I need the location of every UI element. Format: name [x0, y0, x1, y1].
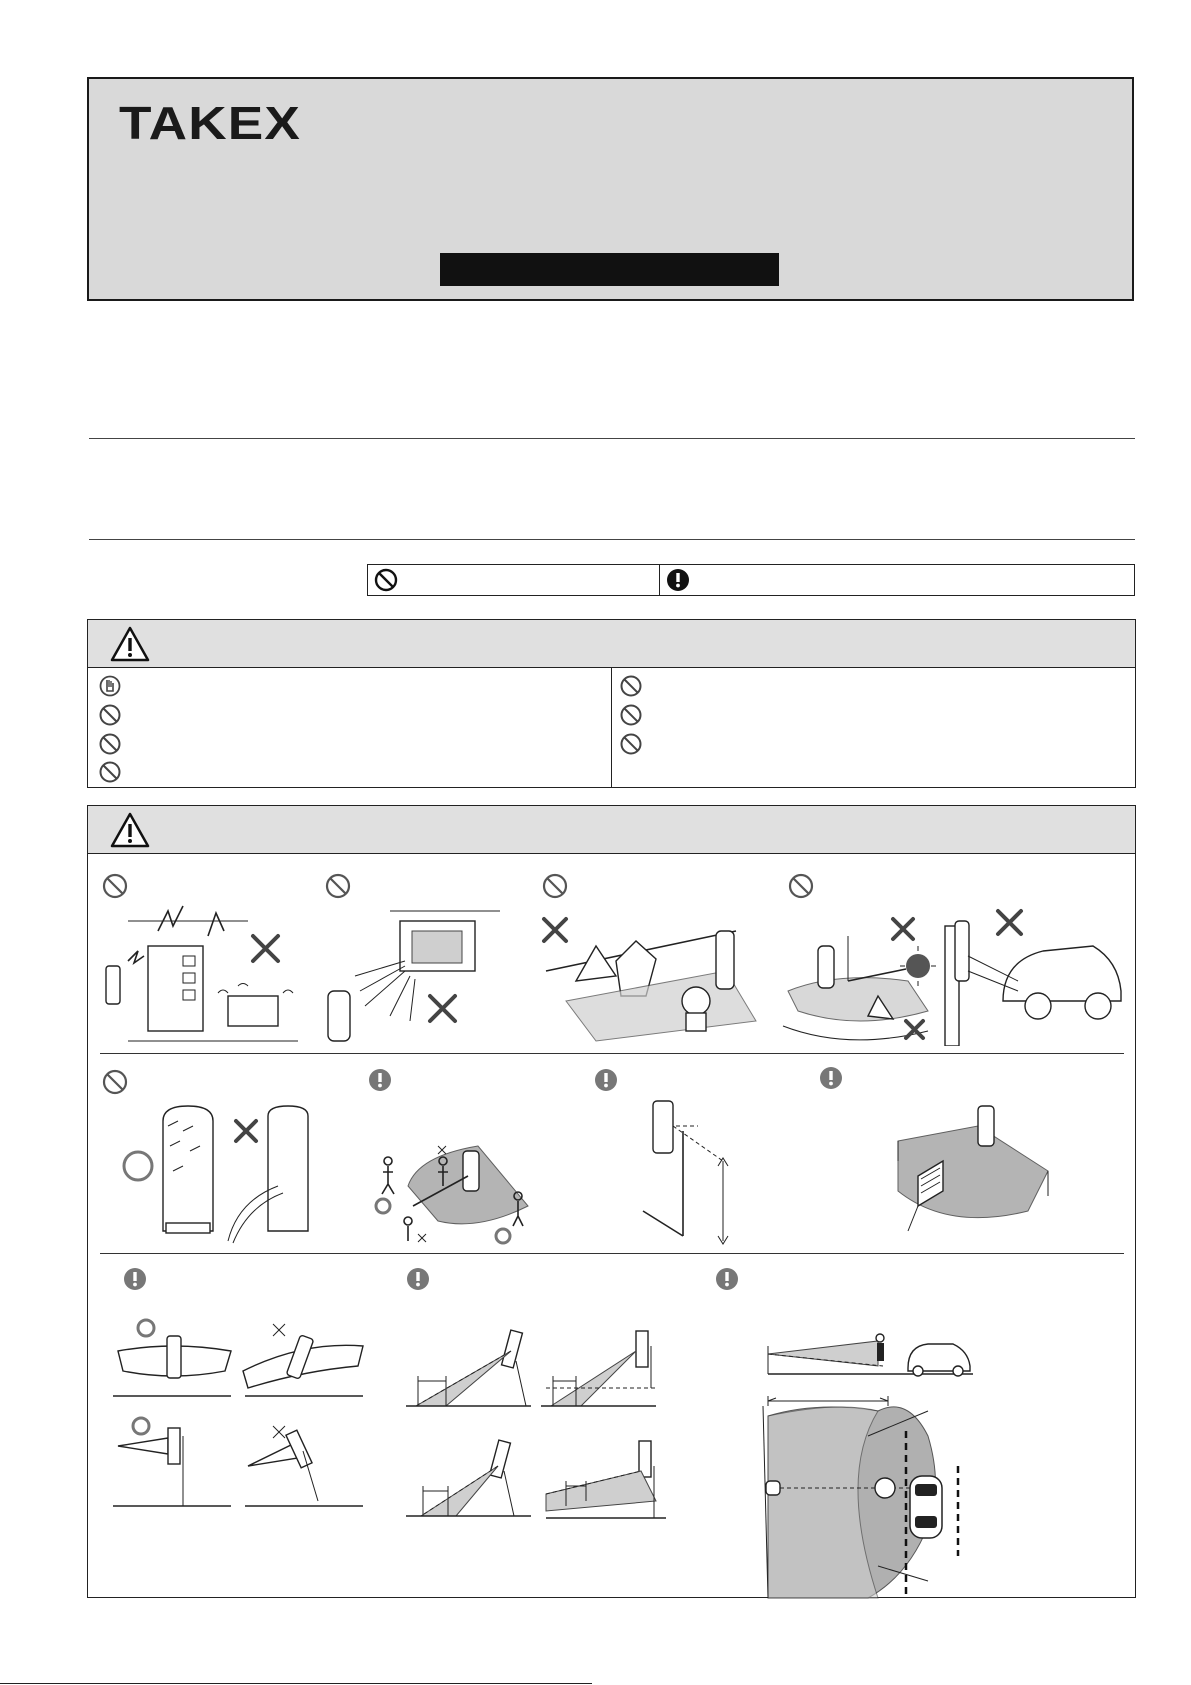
prohibited-icon — [102, 1069, 128, 1095]
warning-triangle-icon — [110, 626, 150, 662]
legend-mandatory — [659, 565, 1134, 595]
illustration-detection-area-obstacle — [888, 1091, 1068, 1241]
illustration-detection-area-vehicle — [758, 1326, 1058, 1601]
mandatory-icon — [593, 1067, 619, 1093]
prohibited-icon — [99, 761, 121, 783]
takex-logo — [119, 101, 304, 145]
prohibited-icon — [620, 675, 642, 697]
mandatory-icon — [405, 1266, 431, 1292]
prohibited-icon — [102, 873, 128, 899]
illustration-angle-adjustment — [406, 1326, 686, 1556]
symbol-legend — [367, 564, 1135, 596]
divider-bottom — [89, 539, 1135, 540]
title-bar — [440, 253, 779, 286]
warning-triangle-icon — [110, 812, 150, 848]
prohibited-icon — [788, 873, 814, 899]
footer-line — [0, 1683, 592, 1684]
illustration-vehicle-headlights — [943, 901, 1123, 1046]
warning-panel — [87, 619, 1136, 788]
mandatory-icon — [714, 1266, 740, 1292]
illustration-rain-and-water — [118, 1101, 328, 1246]
illustration-air-conditioner — [320, 901, 530, 1046]
prohibited-icon — [374, 568, 398, 592]
header-banner — [87, 77, 1134, 301]
mandatory-icon — [122, 1266, 148, 1292]
illustration-laundry-plants — [536, 901, 766, 1046]
prohibited-icon — [99, 704, 121, 726]
illustration-vertical-mounting — [113, 1316, 368, 1516]
row-divider-2 — [100, 1253, 1124, 1254]
illustration-mounting-height — [638, 1096, 788, 1246]
mandatory-icon — [666, 568, 690, 592]
row-divider-1 — [100, 1053, 1124, 1054]
warning-panel-divider — [611, 667, 612, 787]
divider-top — [89, 438, 1135, 439]
brand-logo — [119, 101, 304, 145]
prohibited-icon — [620, 733, 642, 755]
mandatory-icon — [367, 1067, 393, 1093]
legend-prohibited — [368, 565, 659, 595]
mandatory-icon — [818, 1065, 844, 1091]
svg-text:TAKEX: TAKEX — [119, 101, 301, 145]
prohibited-icon — [325, 873, 351, 899]
prohibited-icon — [542, 873, 568, 899]
prohibited-icon — [620, 704, 642, 726]
illustration-detection-direction — [368, 1096, 568, 1246]
caution-panel — [87, 805, 1136, 1598]
caution-panel-header — [88, 806, 1135, 854]
illustration-electrical-noise — [98, 901, 308, 1046]
illustration-sunlight-reflection — [778, 901, 958, 1046]
mandatory-hand-icon — [99, 675, 121, 697]
warning-panel-header — [88, 620, 1135, 668]
prohibited-icon — [99, 733, 121, 755]
